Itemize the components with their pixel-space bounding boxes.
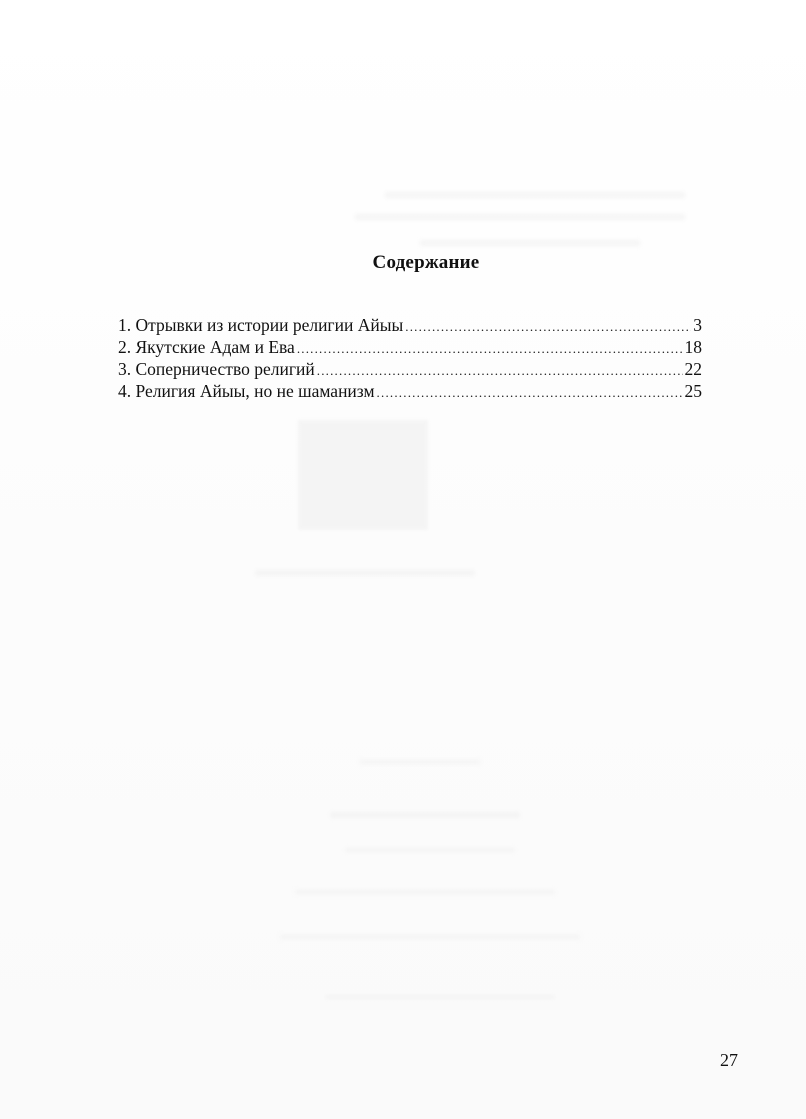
show-through-image [298,420,428,530]
toc-entry[interactable] [118,314,702,336]
toc-dot-leader [405,316,691,338]
toc-entry[interactable] [118,358,702,380]
show-through-band [255,570,475,576]
toc-dot-leader [297,338,683,360]
show-through-band [360,760,480,764]
toc-entry-page: 3 [693,315,702,335]
table-of-contents [118,314,702,402]
toc-entry[interactable] [118,336,702,358]
toc-heading: Содержание [372,252,480,273]
page-number: 27 [720,1050,738,1070]
toc-entry-title [118,380,375,402]
toc-dot-leader [317,360,683,382]
toc-entry-text: Якутские Адам и Ева [135,337,295,357]
toc-entry-page: 18 [684,337,702,357]
show-through-band [420,240,640,246]
toc-entry[interactable] [118,380,702,402]
toc-entry-page: 25 [684,381,702,401]
show-through-band [295,890,555,894]
toc-entry-page: 22 [684,359,702,379]
toc-entry-number: 1. [118,315,132,335]
show-through-band [325,995,555,999]
toc-entry-number: 2. [118,337,132,357]
toc-entry-title [118,336,295,358]
toc-entry-text: Религия Айыы, но не шаманизм [135,381,375,401]
toc-entry-text: Отрывки из истории религии Айыы [135,315,404,335]
show-through-band [355,214,685,220]
toc-dot-leader [377,382,683,404]
toc-entry-number: 3. [118,359,132,379]
toc-entry-number: 4. [118,381,132,401]
show-through-band [385,192,685,198]
toc-entry-text: Соперничество религий [135,359,315,379]
toc-entry-title [118,358,315,380]
toc-entry-title [118,314,403,336]
show-through-band [345,848,515,852]
show-through-band [280,935,580,939]
show-through-band [330,812,520,818]
